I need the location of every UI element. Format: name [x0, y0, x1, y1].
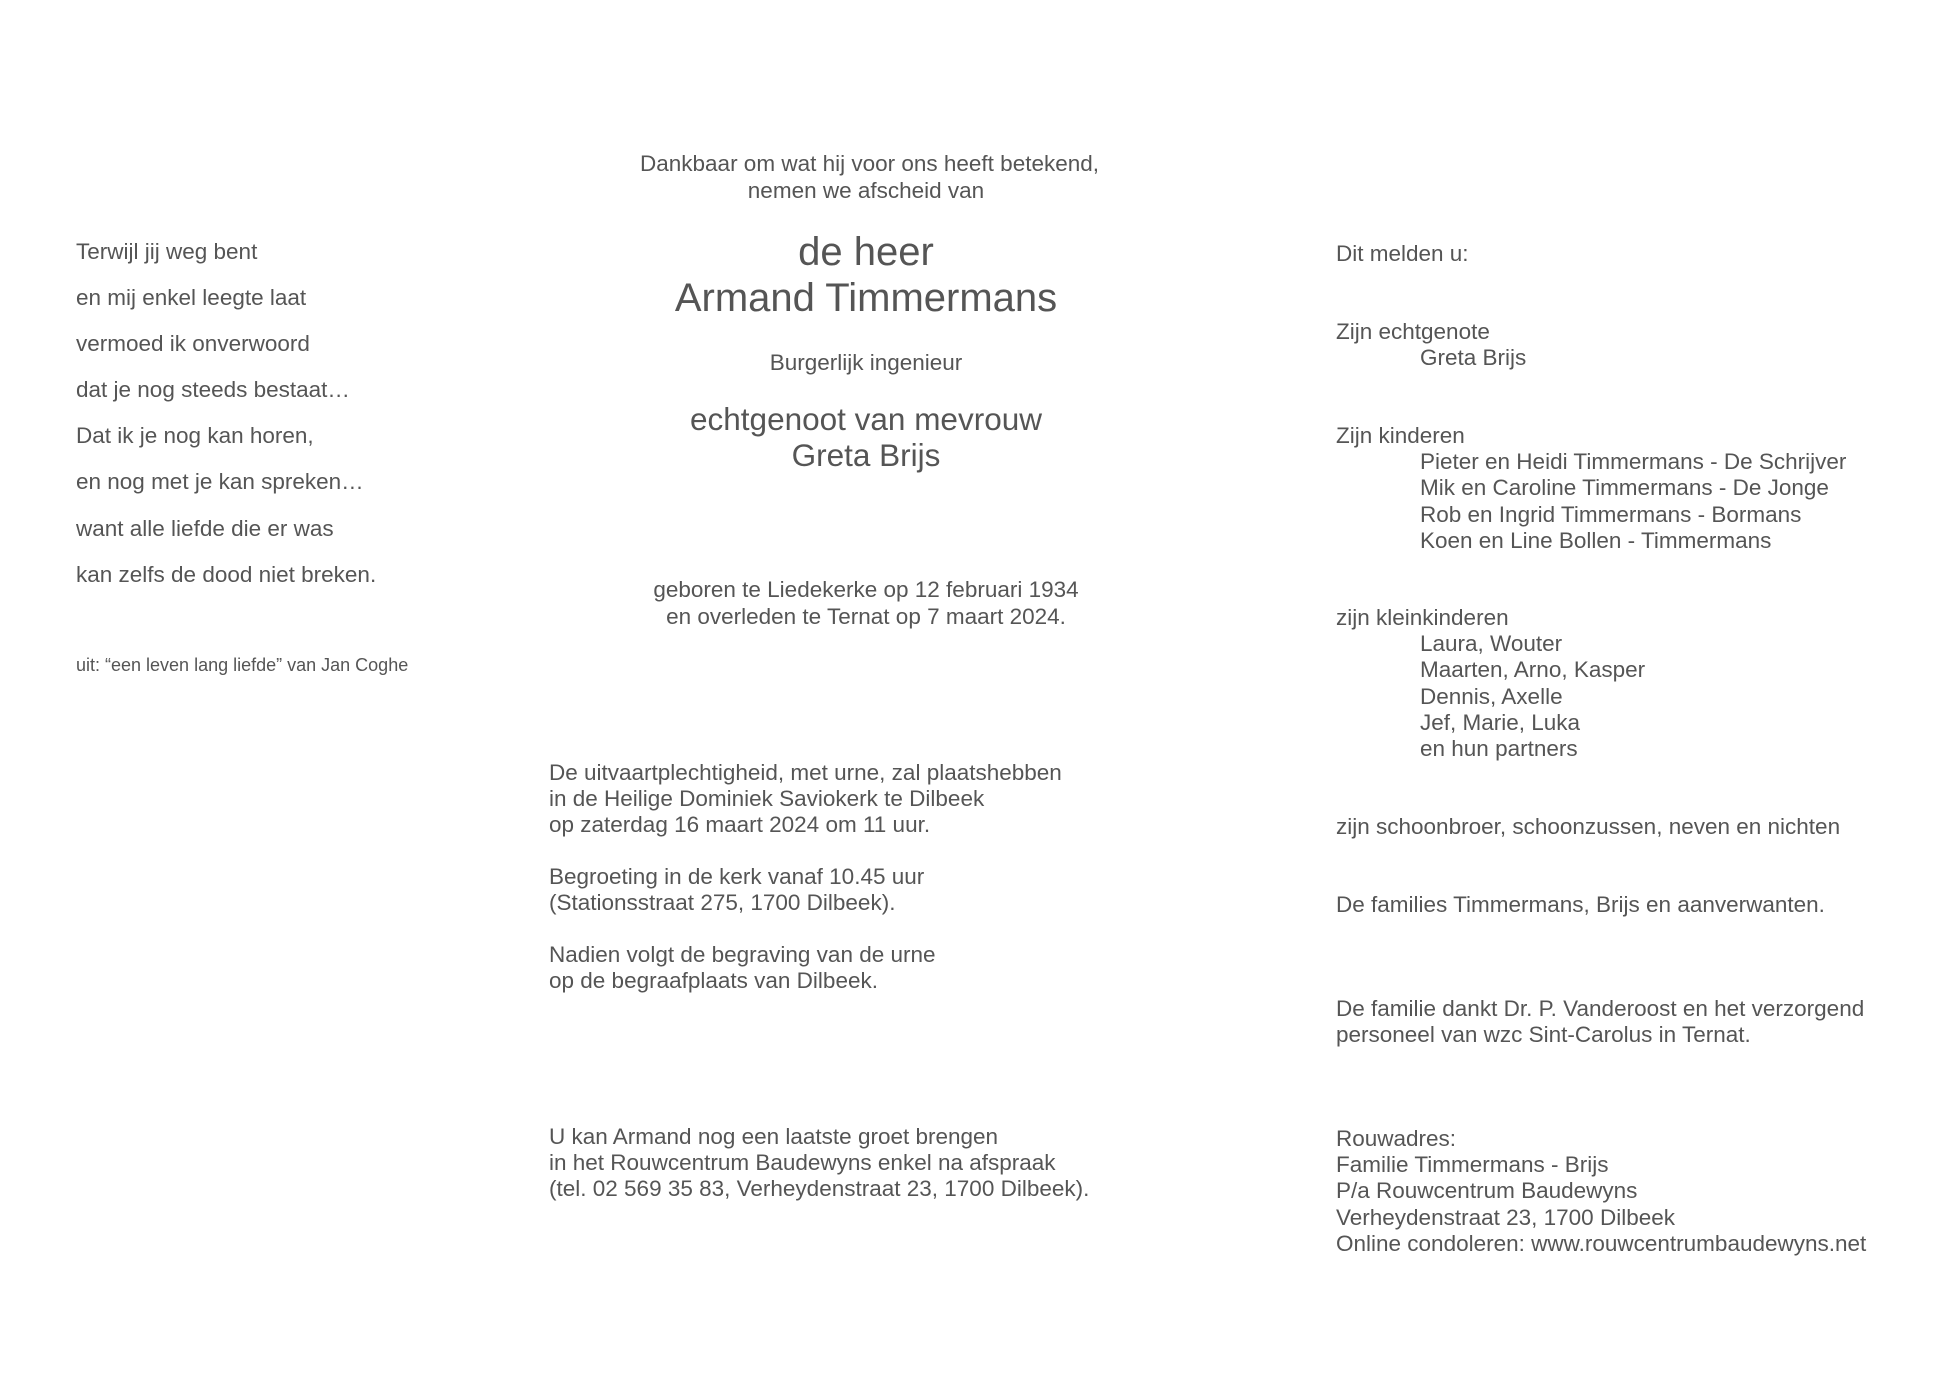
ceremony-line: in de Heilige Dominiek Saviokerk te Dilbeek [549, 786, 985, 812]
visit-line: in het Rouwcentrum Baudewyns enkel na afspraak [549, 1150, 1056, 1176]
grandchildren-line: Laura, Wouter [1420, 631, 1563, 657]
ceremony-info [549, 760, 1062, 839]
spouse-name: Greta Brijs [1420, 345, 1527, 371]
poem-line: en mij enkel leegte laat [76, 285, 307, 310]
intro-line: nemen we afscheid van [747, 177, 985, 203]
burial-line: op de begraafplaats van Dilbeek. [549, 968, 878, 994]
poem-line: en nog met je kan spreken… [76, 469, 364, 494]
child-family: Mik en Caroline Timmermans - De Jonge [1420, 475, 1829, 501]
spouse-mention [640, 401, 1092, 473]
announcement-intro: Dit melden u: [1336, 241, 1469, 266]
grandchildren-section [1336, 605, 1645, 762]
spouse-label: Zijn echtgenote [1336, 319, 1490, 344]
families: De families Timmermans, Brijs en aanverwanten. [1336, 892, 1825, 917]
profession: Burgerlijk ingenieur [769, 350, 963, 375]
spouse-mention-line: echtgenoot van mevrouw [690, 401, 1042, 437]
grandchildren-line: Dennis, Axelle [1420, 683, 1563, 709]
visit-info [549, 1124, 1089, 1203]
mourning-address [1336, 1126, 1866, 1257]
poem-line: dat je nog steeds bestaat… [76, 377, 350, 402]
poem-source: uit: “een leven lang liefde” van Jan Coghe [76, 655, 409, 675]
poem-line: want alle liefde die er was [76, 516, 334, 541]
visit-line: (tel. 02 569 35 83, Verheydenstraat 23, 1700 Dilbeek). [549, 1176, 1090, 1202]
address-line: Familie Timmermans - Brijs [1336, 1152, 1609, 1178]
address-line: Verheydenstraat 23, 1700 Dilbeek [1336, 1204, 1675, 1230]
ceremony-line: De uitvaartplechtigheid, met urne, zal plaatshebben [549, 760, 1062, 785]
ceremony-line: op zaterdag 16 maart 2024 om 11 uur. [549, 812, 931, 838]
child-family: Koen en Line Bollen - Timmermans [1420, 527, 1772, 553]
thanks-line: De familie dankt Dr. P. Vanderoost en het verzorgend [1336, 996, 1865, 1021]
burial-info [549, 942, 936, 994]
deceased-salutation: de heer [798, 230, 934, 274]
greeting-info [549, 864, 924, 916]
in-laws: zijn schoonbroer, schoonzussen, neven en nichten [1336, 814, 1841, 839]
poem-line: Dat ik je nog kan horen, [76, 423, 314, 448]
visit-line: U kan Armand nog een laatste groet brengen [549, 1124, 999, 1149]
grandchildren-line: en hun partners [1420, 736, 1578, 762]
child-family: Rob en Ingrid Timmermans - Bormans [1420, 501, 1802, 527]
poem-line: vermoed ik onverwoord [76, 331, 310, 356]
thanks-line: personeel van wzc Sint-Carolus in Ternat. [1336, 1022, 1751, 1048]
address-label: Rouwadres: [1336, 1126, 1457, 1151]
online-condolence: Online condoleren: www.rouwcentrumbaudewyns.net [1336, 1230, 1867, 1256]
address-line: P/a Rouwcentrum Baudewyns [1336, 1178, 1638, 1204]
child-family: Pieter en Heidi Timmermans - De Schrijver [1420, 449, 1847, 475]
spouse-section [1336, 319, 1526, 371]
grandchildren-label: zijn kleinkinderen [1336, 605, 1509, 630]
poem-line: kan zelfs de dood niet breken. [76, 562, 377, 587]
grandchildren-line: Jef, Marie, Luka [1420, 709, 1581, 735]
burial-line: Nadien volgt de begraving van de urne [549, 942, 936, 967]
poem-line: Terwijl jij weg bent [76, 239, 258, 264]
children-label: Zijn kinderen [1336, 423, 1465, 448]
life-dates [640, 577, 1092, 630]
greeting-line: (Stationsstraat 275, 1700 Dilbeek). [549, 890, 896, 916]
deceased-fullname: Armand Timmermans [674, 276, 1058, 320]
greeting-line: Begroeting in de kerk vanaf 10.45 uur [549, 864, 925, 889]
thanks-note [1336, 996, 1864, 1048]
intro-text [640, 151, 1100, 204]
grandchildren-line: Maarten, Arno, Kasper [1420, 657, 1646, 683]
children-section [1336, 423, 1846, 554]
deceased-name [640, 229, 1092, 321]
birth-line: geboren te Liedekerke op 12 februari 1934 [653, 577, 1079, 602]
spouse-mention-name: Greta Brijs [791, 437, 941, 473]
intro-line: Dankbaar om wat hij voor ons heeft betekend, [640, 151, 1100, 176]
death-line: en overleden te Ternat op 7 maart 2024. [666, 603, 1066, 629]
